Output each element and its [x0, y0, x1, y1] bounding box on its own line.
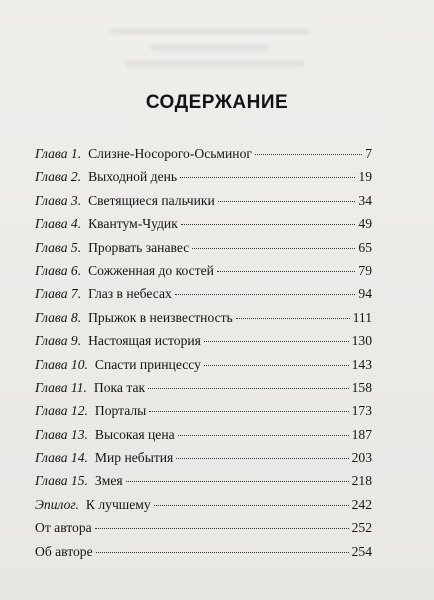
- show-through-smudge: [125, 60, 305, 67]
- toc-entry[interactable]: [35, 497, 372, 520]
- dot-leader: [175, 294, 356, 295]
- toc-entry[interactable]: [35, 310, 372, 333]
- chapter-title: Спасти принцессу: [94, 356, 201, 372]
- page-number: 242: [351, 496, 372, 512]
- chapter-number: Глава 14.: [35, 450, 88, 466]
- chapter-number: Глава 1.: [35, 146, 82, 161]
- dot-leader: [236, 318, 350, 319]
- dot-leader: [181, 224, 356, 225]
- section-title: От автора: [35, 520, 92, 536]
- chapter-number: Глава 4.: [35, 216, 82, 232]
- toc-entry[interactable]: [35, 333, 372, 356]
- chapter-number: Глава 5.: [35, 239, 82, 255]
- dot-leader: [149, 411, 348, 412]
- dot-leader: [255, 154, 362, 155]
- section-title: Об авторе: [35, 543, 93, 559]
- chapter-title: Слизне-Носорого-Осьминог: [88, 146, 252, 161]
- toc-entry[interactable]: [35, 240, 372, 263]
- dot-leader: [95, 528, 349, 529]
- chapter-number: Глава 13.: [35, 426, 88, 442]
- page-number: 111: [352, 309, 372, 325]
- chapter-title: Змея: [94, 473, 123, 489]
- page-title: СОДЕРЖАНИЕ: [145, 92, 289, 113]
- chapter-title: Светящиеся пальчики: [88, 192, 215, 208]
- chapter-title: Порталы: [94, 403, 147, 419]
- toc-entry[interactable]: [35, 193, 372, 216]
- page-number: 187: [351, 426, 372, 442]
- toc-entry[interactable]: [35, 216, 372, 239]
- page-number: 130: [351, 333, 372, 349]
- page-number: 7: [365, 146, 372, 161]
- show-through-smudge: [110, 28, 310, 35]
- chapter-title: Высокая цена: [94, 426, 175, 442]
- chapter-title: Настоящая история: [88, 333, 201, 349]
- chapter-number: Глава 12.: [35, 403, 88, 419]
- page-number: 158: [351, 379, 372, 395]
- toc-entry[interactable]: [35, 169, 372, 192]
- page-number: 19: [358, 169, 372, 185]
- table-of-contents: [35, 146, 372, 567]
- chapter-title: К лучшему: [85, 496, 151, 512]
- dot-leader: [218, 201, 356, 202]
- chapter-title: Прыжок в неизвестность: [88, 309, 233, 325]
- dot-leader: [148, 388, 349, 389]
- chapter-number: Глава 3.: [35, 192, 82, 208]
- toc-entry[interactable]: [35, 427, 372, 450]
- chapter-number: Глава 6.: [35, 262, 82, 278]
- toc-entry[interactable]: [35, 286, 372, 309]
- page-number: 252: [351, 520, 372, 536]
- dot-leader: [192, 248, 355, 249]
- chapter-number: Глава 11.: [35, 379, 87, 395]
- page-number: 143: [351, 356, 372, 372]
- chapter-number: Глава 10.: [35, 356, 88, 372]
- page-number: 218: [351, 473, 372, 489]
- dot-leader: [180, 177, 355, 178]
- chapter-number: Глава 9.: [35, 333, 82, 349]
- chapter-title: Выходной день: [88, 169, 178, 185]
- toc-entry[interactable]: [35, 450, 372, 473]
- toc-entry[interactable]: [35, 357, 372, 380]
- dot-leader: [217, 271, 355, 272]
- epilogue-label: Эпилог.: [35, 496, 79, 512]
- dot-leader: [96, 552, 349, 553]
- page-number: 203: [351, 450, 372, 466]
- dot-leader: [178, 435, 349, 436]
- chapter-number: Глава 15.: [35, 473, 88, 489]
- toc-entry[interactable]: [35, 403, 372, 426]
- dot-leader: [126, 481, 349, 482]
- chapter-title: Сожженная до костей: [88, 262, 214, 278]
- dot-leader: [176, 458, 348, 459]
- toc-entry[interactable]: [35, 473, 372, 496]
- toc-entry[interactable]: [35, 263, 372, 286]
- page-number: 49: [358, 216, 372, 232]
- dot-leader: [204, 341, 349, 342]
- page-number: 79: [358, 262, 372, 278]
- chapter-title: Пока так: [93, 379, 146, 395]
- chapter-title: Глаз в небесах: [88, 286, 172, 302]
- chapter-title: Квантум-Чудик: [88, 216, 178, 232]
- show-through-smudge: [150, 44, 270, 51]
- toc-entry[interactable]: [35, 520, 372, 543]
- chapter-number: Глава 2.: [35, 169, 82, 185]
- page-number: 34: [358, 192, 372, 208]
- chapter-number: Глава 7.: [35, 286, 82, 302]
- chapter-title: Мир небытия: [94, 450, 174, 466]
- page-number: 254: [351, 543, 372, 559]
- chapter-title: Прорвать занавес: [88, 239, 190, 255]
- page-number: 94: [358, 286, 372, 302]
- toc-entry[interactable]: [35, 544, 372, 567]
- chapter-number: Глава 8.: [35, 309, 82, 325]
- toc-entry[interactable]: [35, 146, 372, 169]
- page-number: 65: [358, 239, 372, 255]
- toc-entry[interactable]: [35, 380, 372, 403]
- dot-leader: [204, 365, 349, 366]
- dot-leader: [154, 505, 349, 506]
- page-number: 173: [351, 403, 372, 419]
